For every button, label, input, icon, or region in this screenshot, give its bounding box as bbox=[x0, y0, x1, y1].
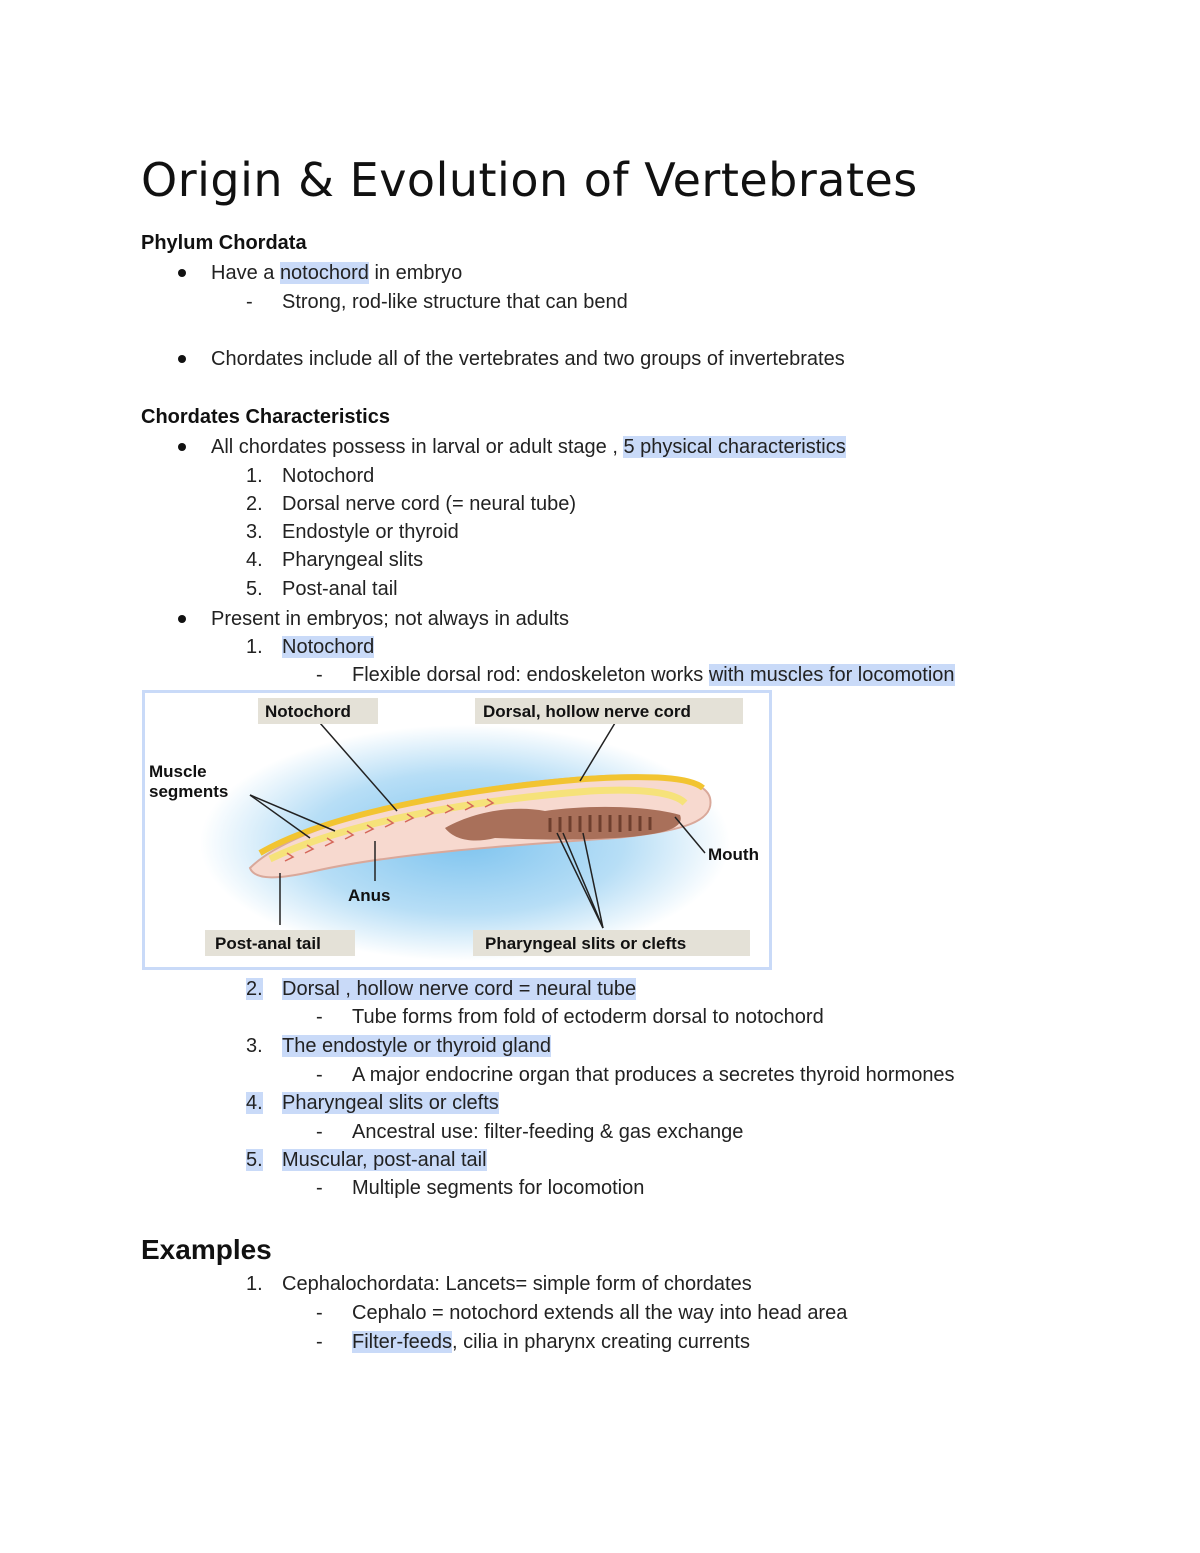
list-item bbox=[282, 635, 374, 659]
label-tail: Post-anal tail bbox=[215, 934, 321, 953]
label-slits: Pharyngeal slits or clefts bbox=[485, 934, 687, 953]
list-item bbox=[282, 1034, 551, 1058]
label-mouth: Mouth bbox=[708, 845, 759, 864]
highlight: with muscles for locomotion bbox=[708, 664, 955, 686]
bullet-icon bbox=[178, 615, 186, 623]
highlight: notochord bbox=[279, 262, 369, 284]
label-nerve-cord: Dorsal, hollow nerve cord bbox=[483, 702, 691, 721]
label-anus: Anus bbox=[348, 886, 391, 905]
dash-marker: - bbox=[316, 1121, 323, 1143]
list-number: 4. bbox=[246, 549, 263, 571]
bullet-icon bbox=[178, 355, 186, 363]
bullet-text: Present in embryos; not always in adults bbox=[211, 608, 569, 630]
list-number: 3. bbox=[246, 521, 263, 543]
highlight: Dorsal , hollow nerve cord = neural tube bbox=[282, 978, 637, 1000]
dash-marker: - bbox=[316, 1302, 323, 1324]
list-item bbox=[282, 977, 636, 1001]
sub-item-text: Tube forms from fold of ectoderm dorsal to notochord bbox=[352, 1006, 824, 1028]
list-item: Notochord bbox=[282, 465, 375, 487]
bullet-text: All chordates possess in larval or adult stage , 5 physical characteristics bbox=[211, 436, 846, 458]
sub-item-text: A major endocrine organ that produces a secretes thyroid hormones bbox=[352, 1064, 955, 1086]
label-muscle: Muscle bbox=[149, 762, 207, 781]
list-number: 2. bbox=[246, 493, 263, 515]
list-number: 1. bbox=[246, 1273, 263, 1295]
list-item: Cephalochordata: Lancets= simple form of chordates bbox=[282, 1273, 752, 1295]
sub-item-text: Flexible dorsal rod: endoskeleton works with muscles for locomotion bbox=[352, 664, 955, 686]
dash-marker: - bbox=[316, 1177, 323, 1199]
dash-marker: - bbox=[316, 1331, 323, 1353]
list-item bbox=[282, 1091, 499, 1115]
list-number: 1. bbox=[246, 465, 263, 487]
highlight: The endostyle or thyroid gland bbox=[282, 1035, 552, 1057]
list-item: Dorsal nerve cord (= neural tube) bbox=[282, 493, 577, 515]
bullet-icon bbox=[178, 269, 186, 277]
list-number: 4. bbox=[246, 1092, 263, 1114]
highlight: 5 physical characteristics bbox=[623, 436, 846, 458]
highlight: Pharyngeal slits or clefts bbox=[282, 1092, 499, 1114]
list-number: 5. bbox=[246, 578, 263, 600]
diagram-svg bbox=[145, 693, 769, 967]
bullet-icon bbox=[178, 443, 186, 451]
list-item: Post-anal tail bbox=[282, 578, 398, 600]
dash-marker: - bbox=[316, 1064, 323, 1086]
highlight: Muscular, post-anal tail bbox=[282, 1149, 487, 1171]
label-notochord: Notochord bbox=[265, 702, 351, 721]
sub-item-text: Strong, rod-like structure that can bend bbox=[282, 291, 628, 313]
highlight: Filter-feeds bbox=[352, 1331, 453, 1353]
sub-item-text: Filter-feeds, cilia in pharynx creating currents bbox=[352, 1331, 750, 1353]
list-item bbox=[282, 1148, 487, 1172]
chordate-diagram bbox=[142, 690, 772, 970]
list-item: Endostyle or thyroid bbox=[282, 521, 459, 543]
page-title: Origin & Evolution of Vertebrates bbox=[141, 153, 918, 207]
section-heading-phylum: Phylum Chordata bbox=[141, 232, 307, 254]
list-item: Pharyngeal slits bbox=[282, 549, 424, 571]
sub-item-text: Cephalo = notochord extends all the way into head area bbox=[352, 1302, 848, 1324]
dash-marker: - bbox=[246, 291, 253, 313]
list-number: 2. bbox=[246, 978, 263, 1000]
bullet-text: Have a notochord in embryo bbox=[211, 262, 463, 284]
dash-marker: - bbox=[316, 1006, 323, 1028]
section-heading-examples: Examples bbox=[141, 1234, 272, 1265]
dash-marker: - bbox=[316, 664, 323, 686]
sub-item-text: Ancestral use: filter-feeding & gas exchange bbox=[352, 1121, 744, 1143]
highlight: Notochord bbox=[282, 636, 375, 658]
list-number: 5. bbox=[246, 1149, 263, 1171]
label-segments: segments bbox=[149, 782, 229, 801]
sub-item-text: Multiple segments for locomotion bbox=[352, 1177, 645, 1199]
section-heading-characteristics: Chordates Characteristics bbox=[141, 406, 390, 428]
bullet-text: Chordates include all of the vertebrates and two groups of invertebrates bbox=[211, 348, 845, 370]
list-number: 3. bbox=[246, 1035, 263, 1057]
list-number: 1. bbox=[246, 636, 263, 658]
